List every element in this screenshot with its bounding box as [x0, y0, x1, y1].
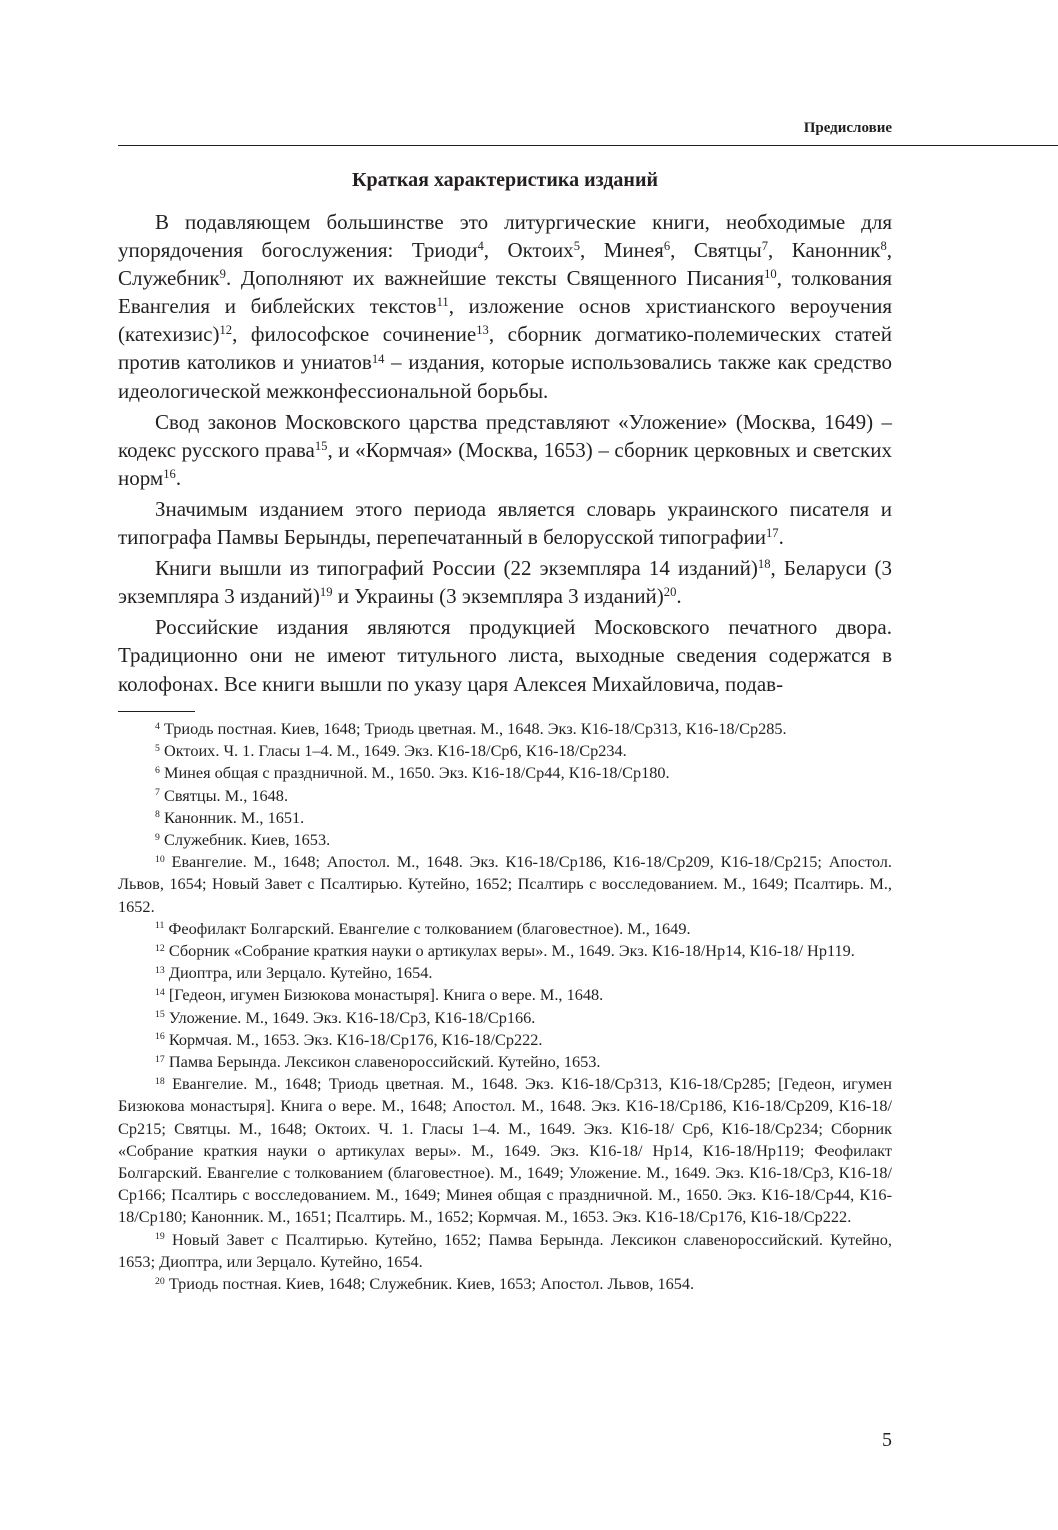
footnote [118, 918, 892, 940]
footnote [118, 851, 892, 918]
running-head: Предисловие [803, 120, 892, 136]
footnote [118, 940, 892, 962]
footnote-text: Евангелие. М., 1648; Триодь цветная. М., 1648. Экз. К16-18/Ср313, К16-18/Ср285; [Гедеон, игумен Бизюкова монастыря]. Книга о вере. М., 1648; Апостол. М., 1648. Экз. К16-18/Ср186, К16-18/Ср209, К16-18/Ср215; Святцы. М., 1648; Октоих. Ч. 1. Гласы 1–4. М., 1649. Экз. К16-18/ Ср6, К16-18/Ср234; Сборник «Собрание краткия науки о артикулах веры». М., 1649. Экз. К16-18/ Нр14, К16-18/Нр119; Феофилакт Болгарский. Евангелие с толкованием (благовестное). М., 1649; Уложение. М., 1649. Экз. К16-18/Ср3, К16-18/Ср166; Псалтирь с восследованием. М., 1649; Минея общая с праздничной. М., 1650. Экз. К16-18/Ср44, К16-18/Ср180; Канонник. М., 1651; Псалтирь. М., 1652; Кормчая. М., 1653. Экз. К16-18/Ср176, К16-18/Ср222. [118, 1074, 892, 1227]
footnote [118, 740, 892, 762]
body-paragraph [118, 208, 892, 405]
text-run: . [778, 525, 784, 550]
text-run: , Святцы [670, 238, 762, 263]
body-paragraph [118, 495, 892, 551]
footnote-ref[interactable]: 8 [880, 239, 887, 254]
text-run: и Украины (3 экземпляра 3 изданий) [332, 584, 664, 609]
footnote-number: 11 [155, 920, 165, 932]
footnote-text: Новый Завет с Псалтирью. Кутейно, 1652; Памва Берында. Лексикон славенороссийский. Кутейно, 1653; Диоптра, или Зерцало. Кутейно, 1654. [118, 1229, 892, 1271]
footnote [118, 762, 892, 784]
footnote [118, 962, 892, 984]
footnote-ref[interactable]: 14 [371, 351, 385, 366]
footnote-ref[interactable]: 13 [476, 323, 489, 338]
header-rule [118, 145, 1058, 146]
footnote [118, 1229, 892, 1273]
section-title: Краткая характеристика изданий [351, 169, 659, 191]
text-run: , Октоих [483, 238, 574, 263]
footnote-ref[interactable]: 11 [436, 295, 449, 310]
text-run: . Дополняют их важнейшие тексты Священного Писания [225, 266, 765, 291]
footnote-number: 19 [155, 1231, 165, 1243]
footnote [118, 984, 892, 1006]
text-run: Свод законов Московского царства представляют «Уложение» (Москва, 1649) – кодекс русского права [118, 409, 892, 462]
footnote-ref[interactable]: 10 [764, 267, 777, 282]
footnote-ref[interactable]: 9 [219, 267, 226, 282]
footnote-text: [Гедеон, игумен Бизюкова монастыря]. Книга о вере. М., 1648. [168, 985, 604, 1005]
body-paragraph [118, 554, 892, 610]
text-run: , Канонник [768, 238, 881, 263]
footnote [118, 829, 892, 851]
footnote-separator [118, 711, 195, 712]
footnote [118, 1273, 892, 1295]
footnote-ref[interactable]: 7 [761, 239, 768, 254]
footnote-number: 13 [155, 964, 165, 976]
text-run: , Служебник [118, 238, 892, 291]
footnote-number: 8 [155, 809, 160, 821]
body-paragraph [118, 613, 892, 697]
text-run: Книги вышли из типографий России (22 экземпляра 14 изданий) [155, 556, 758, 581]
text-run: . [175, 465, 182, 490]
footnote-text: Святцы. М., 1648. [163, 785, 289, 805]
footnote-number: 4 [155, 720, 160, 732]
text-run: Значимым изданием этого периода является словарь украинского писателя и типографа Памвы Берынды, перепечатанный в белорусской типографии [118, 496, 892, 550]
text-run: , толкования Евангелия и библейских текстов [118, 266, 892, 319]
footnote-ref[interactable]: 17 [765, 526, 779, 541]
footnote-number: 12 [155, 942, 165, 954]
text-run: Российские издания являются продукцией Московского печатного двора. Традиционно они не имеют титульного листа, выходные сведения содержатся в колофонах. Все книги вышли по указу царя Алексея Михайловича, подав- [118, 615, 892, 696]
footnote [118, 1029, 892, 1051]
footnote-number: 9 [155, 831, 160, 843]
footnote-ref[interactable]: 5 [573, 239, 580, 254]
main-text [118, 208, 892, 698]
footnote [118, 1007, 892, 1029]
footnote-number: 20 [155, 1275, 165, 1287]
footnote-number: 6 [155, 765, 160, 777]
footnote-text: Кормчая. М., 1653. Экз. К16-18/Ср176, К16-18/Ср222. [168, 1029, 543, 1049]
footnote-number: 15 [155, 1009, 165, 1021]
footnote-text: Сборник «Собрание краткия науки о артикулах веры». М., 1649. Экз. К16-18/Нр14, К16-18/ Нр119. [168, 941, 855, 961]
footnote-number: 17 [155, 1053, 165, 1065]
footnote [118, 718, 892, 740]
footnote-text: Евангелие. М., 1648; Апостол. М., 1648. Экз. К16-18/Ср186, К16-18/Ср209, К16-18/Ср215; Апостол. Львов, 1654; Новый Завет с Псалтирью. Кутейно, 1652; Псалтирь с восследованием. М., 1649; Псалтирь. М., 1652. [118, 852, 892, 916]
footnote-text: Канонник. М., 1651. [163, 807, 305, 827]
footnote-number: 18 [155, 1075, 165, 1087]
text-run: – издания, которые использовались также как средство идеологической межконфессиональной борьбы. [118, 350, 893, 403]
footnote-ref[interactable]: 20 [663, 585, 677, 600]
footnotes [118, 718, 892, 1295]
footnote-text: Памва Берында. Лексикон славенороссийский. Кутейно, 1653. [168, 1052, 601, 1072]
footnote [118, 807, 892, 829]
footnote-number: 7 [155, 787, 160, 799]
footnote [118, 1073, 892, 1228]
footnote-number: 10 [155, 853, 165, 865]
footnote-text: Триодь постная. Киев, 1648; Триодь цветная. М., 1648. Экз. К16-18/Ср313, К16-18/Ср285. [163, 719, 787, 738]
page-number: 5 [882, 1429, 892, 1451]
text-run: В подавляющем большинстве это литургические книги, необходимые для упорядочения богослужения: Триоди [118, 210, 892, 263]
footnote-ref[interactable]: 18 [757, 557, 771, 572]
text-run: , философское сочинение [232, 322, 477, 347]
text-run: , Минея [579, 238, 664, 263]
footnote-ref[interactable]: 6 [663, 239, 671, 254]
footnote-number: 5 [155, 742, 160, 754]
footnote-ref[interactable]: 19 [319, 585, 333, 600]
footnote [118, 1051, 892, 1073]
footnote-number: 16 [155, 1031, 165, 1043]
footnote-text: Триодь постная. Киев, 1648; Служебник. Киев, 1653; Апостол. Львов, 1654. [168, 1274, 695, 1294]
text-run: , и «Кормчая» (Москва, 1653) – сборник церковных и светских норм [118, 437, 892, 490]
footnote-ref[interactable]: 12 [219, 323, 233, 338]
footnote-ref[interactable]: 4 [477, 239, 484, 254]
text-run: , сборник догматико-полемических статей против католиков и униатов [118, 322, 892, 375]
footnote-text: Диоптра, или Зерцало. Кутейно, 1654. [168, 963, 433, 983]
text-run: , Беларуси (3 экземпляра 3 изданий) [118, 556, 892, 609]
text-run: , изложение основ христианского вероучения (катехизис) [118, 294, 892, 347]
text-run: . [676, 584, 682, 609]
body-paragraph [118, 408, 892, 492]
footnote-number: 14 [155, 987, 165, 999]
footnote-text: Служебник. Киев, 1653. [163, 830, 331, 850]
footnote-ref[interactable]: 15 [314, 438, 328, 453]
footnote-ref[interactable]: 16 [163, 466, 176, 481]
footnote [118, 785, 892, 807]
footnote-text: Октоих. Ч. 1. Гласы 1–4. М., 1649. Экз. К16-18/Ср6, К16-18/Ср234. [163, 741, 627, 761]
footnote-text: Феофилакт Болгарский. Евангелие с толкованием (благовестное). М., 1649. [168, 918, 691, 938]
footnote-text: Уложение. М., 1649. Экз. К16-18/Ср3, К16-18/Ср166. [168, 1007, 536, 1027]
footnote-text: Минея общая с праздничной. М., 1650. Экз. К16-18/Ср44, К16-18/Ср180. [163, 763, 670, 783]
